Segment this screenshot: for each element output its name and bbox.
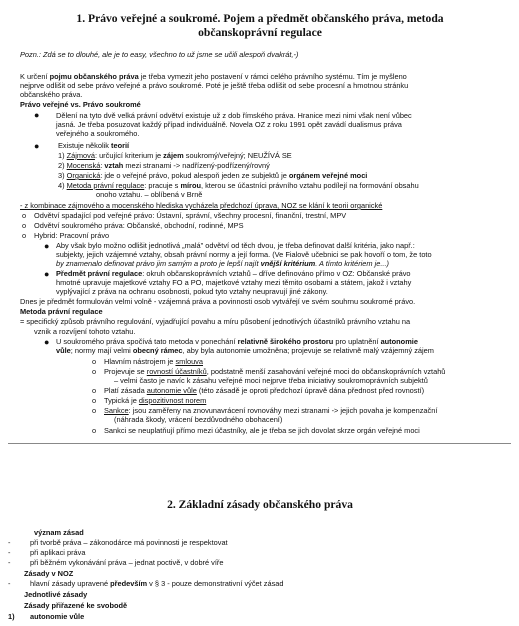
paragraph-1-line-1: Dělení na tyto dvě velká právní odvětví existuje už z dob římského práva. Hranice mezi nimi však není vůbec <box>56 111 412 120</box>
significance-exercise: při běžném vykonávání práva – jednat poctivě, v dobré víře <box>30 558 224 567</box>
circle-bullet-icon: o <box>92 396 97 405</box>
theory-3: 3) Organická: jde o veřejné právo, pokud alespoň jeden ze subjektů je orgánem veřejné moci <box>58 171 368 180</box>
principle-autonomy: autonomie vůle <box>30 612 85 621</box>
intro-line-3: občanského práva. <box>20 90 83 99</box>
dash-bullet-icon: - <box>8 548 11 557</box>
circle-bullet-icon: o <box>22 221 27 230</box>
heading-method: Metoda právní regulace <box>20 307 103 316</box>
bullet-icon: ● <box>34 141 40 151</box>
theory-4-continued: onoho vztahu. – oblíbená v Brně <box>96 190 203 199</box>
branches-hybrid: Hybrid: Pracovní právo <box>34 231 110 240</box>
subject-line-3: vyplývající z práva na ochranu osobnosti, pokud tyto vztahy neupravují jiné zákony. <box>56 287 328 296</box>
note: Pozn.: Zdá se to dlouhé, ale je to easy, všechno to už jsme se učili alespoň dvakrát,-) <box>20 50 299 59</box>
feature-sanctions-continued: (náhrada škody, vrácení bezdůvodného obohacení) <box>114 415 283 424</box>
list-number: 1) <box>8 612 15 621</box>
dash-bullet-icon: - <box>8 579 11 588</box>
branches-public: Odvětví spadající pod veřejné právo: Ústavní, správní, všechny procesní, finanční, trestní, MPV <box>34 211 347 220</box>
chapter-1-title-line-1: 1. Právo veřejné a soukromé. Pojem a předmět občanského práva, metoda <box>76 12 444 25</box>
circle-bullet-icon: o <box>22 211 27 220</box>
chapter-2-title: 2. Základní zásady občanského práva <box>167 498 353 511</box>
feature-autonomy: Platí zásada autonomie vůle (této zásadě je oproti předchozí úpravě dána přednost před rovností) <box>104 386 425 395</box>
chapter-1-title-line-2: občanskoprávní regulace <box>198 26 322 39</box>
dash-bullet-icon: - <box>8 538 11 547</box>
feature-enforcement: Sankci se neuplatňují přímo mezi účastníky, ale je třeba se jich dovolat skrze orgán veřejné moci <box>104 426 420 435</box>
heading-noz: Zásady v NOZ <box>24 569 74 578</box>
theory-1: 1) Zájmová: určující kriterium je zájem soukromý/veřejný; NEUŽÍVÁ SE <box>58 151 292 160</box>
subject-line-1: Předmět právní regulace: okruh občanskoprávních vztahů – dříve definováno přímo v OZ: Občanské právo <box>56 269 411 278</box>
today-note: Dnes je předmět formulován velmi volně - vzájemná práva a povinnosti osob vytvářejí ve svém souhrnu soukromé právo. <box>20 297 416 306</box>
paragraph-1-line-3: veřejného a soukromého. <box>56 129 140 138</box>
feature-equality: Projevuje se rovností účastníků, podstatně menší zasahování veřejné moci do občanskoprávních vztahů <box>104 367 446 376</box>
feature-contract: Hlavním nástrojem je smlouva <box>104 357 203 366</box>
private-method-line-2: vůle; normy mají velmi obecný rámec, aby byla autonomie umožněna; projevuje se relativně malý vzájemný zájem <box>56 346 434 355</box>
circle-bullet-icon: o <box>92 426 97 435</box>
theories-heading: Existuje několik teorií <box>58 141 130 150</box>
significance-creation: při tvorbě práva – zákonodárce má povinnosti je respektovat <box>30 538 228 547</box>
bullet-icon: ● <box>44 269 50 279</box>
bullet-icon: ● <box>34 110 40 120</box>
private-method-line-1: U soukromého práva spočívá tato metoda v ponechání relativně širokého prostoru pro uplatnění autonomie <box>56 337 418 346</box>
heading-freedom-principles: Zásady přiřazené ke svobodě <box>24 601 128 610</box>
theory-4: 4) Metoda právní regulace: pracuje s mírou, kterou se účastníci právního vztahu podílejí na formování obsahu <box>58 181 419 190</box>
criteria-line-2: subjekty, jejich vzájemné vztahy, obsah právní normy a její forma. (Ve Fialově učebnici se pak hovoří o tom, že toto <box>56 250 432 259</box>
circle-bullet-icon: o <box>92 386 97 395</box>
method-definition-line-1: = specifický způsob právního regulování, vyjadřující povahu a míru působení jednotlivých účastníků právního vztahu na <box>20 317 411 326</box>
bullet-icon: ● <box>44 337 50 347</box>
circle-bullet-icon: o <box>22 231 27 240</box>
criteria-line-3: by znamenalo definovat právo jim samým a proto je lepší najít vnější kritérium. A tímto kritériem je...) <box>56 259 389 268</box>
branches-private: Odvětví soukromého práva: Občanské, obchodní, rodinné, MPS <box>34 221 244 230</box>
heading-significance: význam zásad <box>34 528 84 537</box>
subject-line-2: hmotné upravuje majetkové vztahy FO a PO, majetkové vztahy mezi těmito osobami a státem, jakož i vztahy <box>56 278 412 287</box>
feature-dispositive: Typická je dispozitivnost norem <box>104 396 207 405</box>
circle-bullet-icon: o <box>92 357 97 366</box>
page-divider <box>8 443 511 444</box>
circle-bullet-icon: o <box>92 406 97 415</box>
criteria-line-1: Aby však bylo možno odlišit jednotlivá „malá" odvětví od těch dvou, je třeba definovat další kritéria, jako např.: <box>56 241 415 250</box>
heading-individual-principles: Jednotlivé zásady <box>24 590 88 599</box>
theory-2: 2) Mocenská: vztah mezi stranami -> nadřízený-podřízený/rovný <box>58 161 270 170</box>
heading-public-vs-private: Právo veřejné vs. Právo soukromé <box>20 100 141 109</box>
intro-line-1: K určení pojmu občanského práva je třeba vymezit jeho postavení v rámci celého právního systému. Tím je myšleno <box>20 72 407 81</box>
intro-line-2: nejprve odlišit od sebe právo veřejné a právo soukromé. Poté je ještě třeba odlišit od sebe procesní a hmotnou stránku <box>20 81 409 90</box>
noz-description: hlavní zásady upravené především v § 3 - pouze demonstrativní výčet zásad <box>30 579 284 588</box>
circle-bullet-icon: o <box>92 367 97 376</box>
dash-bullet-icon: - <box>8 558 11 567</box>
bullet-icon: ● <box>44 241 50 251</box>
method-definition-line-2: vznik a rozvíjení tohoto vztahu. <box>34 327 136 336</box>
combination-note: - z kombinace zájmového a mocenského hlediska vycházela předchozí úprava, NOZ se klání k teorii organické <box>20 201 383 210</box>
feature-equality-continued: – velmi často je navíc k zásahu veřejné moci nejprve třeba iniciativy soukromoprávních subjektů <box>114 376 428 385</box>
feature-sanctions: Sankce: jsou zaměřeny na znovunavrácení rovnováhy mezi stranami -> jejich povaha je kompenzační <box>104 406 438 415</box>
paragraph-1-line-2: jasná. Je třeba posuzovat každý případ individuálně. Novela OZ z roku 1991 opět zavádí dualismus práva <box>56 120 402 129</box>
significance-application: při aplikaci práva <box>30 548 86 557</box>
